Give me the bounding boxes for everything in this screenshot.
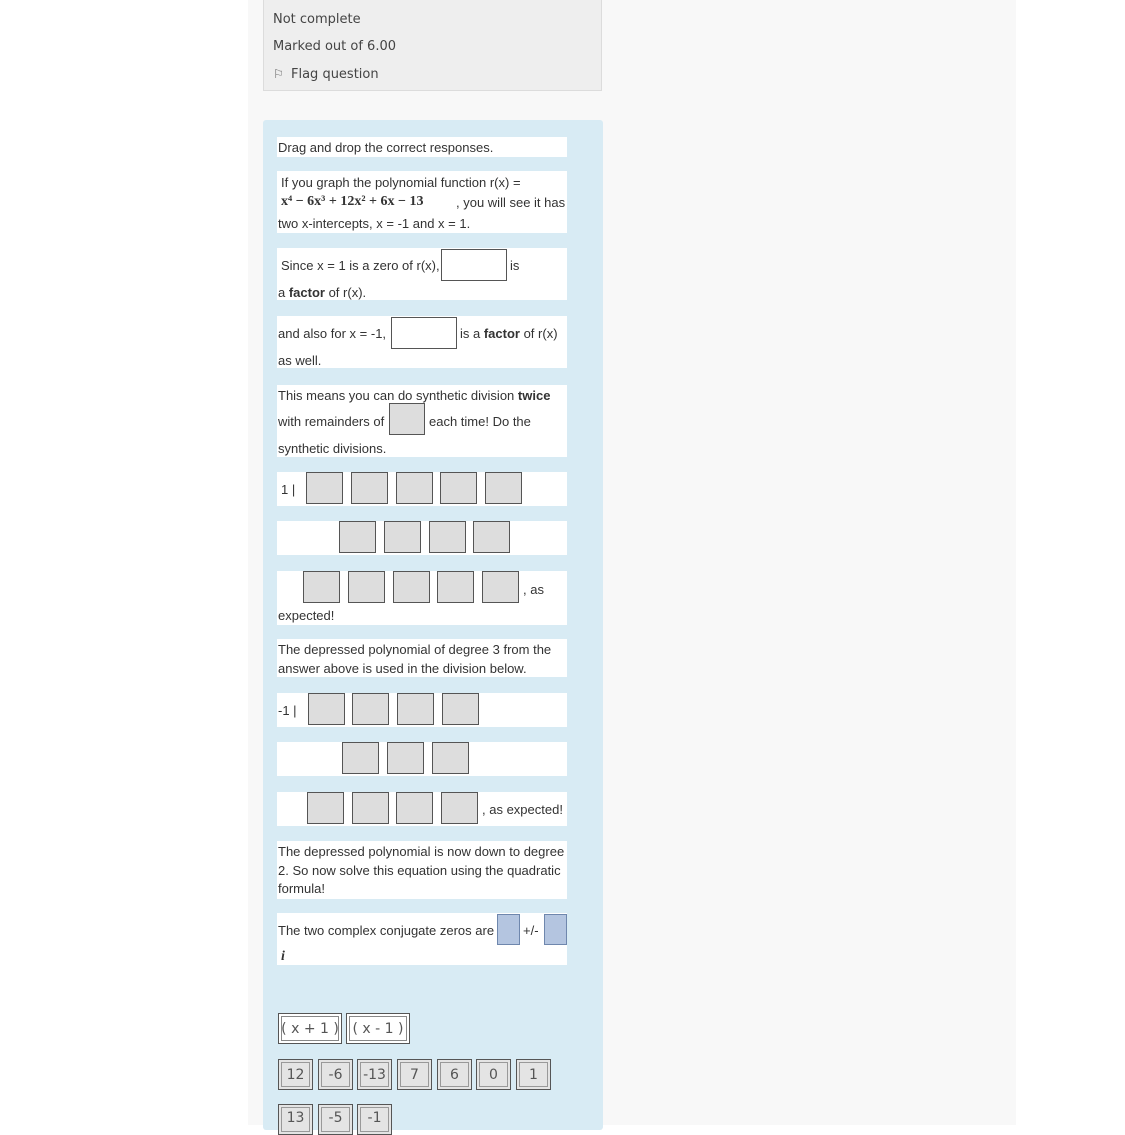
division1-result-drop-1[interactable]: [303, 571, 340, 603]
number-option-0[interactable]: [476, 1059, 511, 1090]
division1-result-drop-4[interactable]: [437, 571, 474, 603]
division1-result-drop-5[interactable]: [482, 571, 519, 603]
synthetic-statement-line2: with remainders of: [278, 414, 385, 429]
polynomial-expression: x⁴ − 6x³ + 12x² + 6x − 13: [281, 194, 424, 209]
factor-option-label: ( x + 1 ): [281, 1020, 339, 1037]
number-option-label: 1: [529, 1066, 538, 1083]
division1-coefficient-drop-2[interactable]: [351, 472, 388, 504]
number-option-neg6[interactable]: [318, 1059, 353, 1090]
number-option-6[interactable]: [437, 1059, 472, 1090]
division1-coefficient-drop-1[interactable]: [306, 472, 343, 504]
number-option-label: -5: [328, 1110, 343, 1126]
division2-result-drop-3[interactable]: [396, 792, 433, 824]
number-option-7[interactable]: [397, 1059, 432, 1090]
imaginary-unit: i: [281, 949, 285, 964]
number-option-label: 7: [410, 1066, 419, 1083]
question-marks: Marked out of 6.00: [273, 39, 397, 54]
number-option-neg5[interactable]: [318, 1104, 353, 1135]
division1-products-panel: [277, 521, 567, 555]
division1-result-drop-2[interactable]: [348, 571, 385, 603]
synthetic-line1-bold: twice: [517, 388, 551, 403]
division2-product-drop-3[interactable]: [432, 742, 469, 774]
division1-product-drop-2[interactable]: [384, 521, 421, 553]
also-statement-line2: as well.: [278, 353, 322, 368]
flag-icon: ⚐: [273, 67, 284, 81]
division1-coefficient-drop-4[interactable]: [440, 472, 477, 504]
plus-minus-text: +/-: [523, 923, 539, 938]
since-line2-bold: factor: [288, 285, 325, 300]
since-statement-panel: [277, 248, 567, 300]
division1-coefficient-drop-3[interactable]: [396, 472, 433, 504]
division1-result-suffix: , as: [523, 582, 544, 597]
division2-coefficient-drop-1[interactable]: [308, 693, 345, 725]
quadratic-statement-panel: [277, 841, 567, 899]
division2-product-drop-2[interactable]: [387, 742, 424, 774]
division2-result-drop-4[interactable]: [441, 792, 478, 824]
since-line2-pre: a: [278, 285, 289, 300]
quadratic-statement-line1: The depressed polynomial is now down to degree: [278, 844, 565, 859]
since-statement-text: Since x = 1 is a zero of r(x),: [281, 258, 440, 273]
number-option-neg13[interactable]: [357, 1059, 392, 1090]
question-status: Not complete: [273, 12, 361, 27]
synthetic-line1-pre: This means you can do synthetic division: [278, 388, 518, 403]
division1-coefficient-drop-5[interactable]: [485, 472, 522, 504]
number-option-12[interactable]: [278, 1059, 313, 1090]
number-option-1[interactable]: [516, 1059, 551, 1090]
number-option-13[interactable]: [278, 1104, 313, 1135]
since-statement-is: is: [510, 258, 520, 273]
division1-result-line2: expected!: [278, 608, 335, 623]
number-option-neg1[interactable]: [357, 1104, 392, 1135]
zeros-statement-panel: [277, 913, 567, 965]
division1-product-drop-1[interactable]: [339, 521, 376, 553]
imaginary-part-drop-zone[interactable]: [544, 914, 567, 945]
number-option-label: 6: [450, 1066, 459, 1083]
graph-statement-line1: If you graph the polynomial function r(x) =: [281, 175, 521, 190]
flag-question-link[interactable]: [273, 67, 379, 82]
quadratic-statement-line2: 2. So now solve this equation using the quadratic: [278, 863, 561, 878]
graph-statement-panel: [277, 171, 567, 233]
division2-result-drop-2[interactable]: [352, 792, 389, 824]
quadratic-statement-line3: formula!: [278, 881, 325, 896]
since-line2-post: of r(x).: [324, 285, 367, 300]
graph-statement-line2: , you will see it has: [456, 195, 566, 210]
division2-product-drop-1[interactable]: [342, 742, 379, 774]
also-statement-text: and also for x = -1,: [278, 326, 387, 341]
division2-divisor: -1 |: [278, 703, 297, 718]
division2-coefficient-drop-4[interactable]: [442, 693, 479, 725]
also-factor-bold: factor: [483, 326, 520, 341]
also-factor-pre: is a: [460, 326, 484, 341]
depressed-statement-line2: answer above is used in the division below.: [278, 661, 527, 676]
synthetic-statement-line2b: each time! Do the: [429, 414, 531, 429]
number-option-label: -6: [328, 1066, 343, 1083]
instruction-panel: [277, 137, 567, 157]
since-statement-line2: [278, 285, 366, 300]
instruction-text: Drag and drop the correct responses.: [278, 140, 494, 155]
factor-option-label: ( x - 1 ): [352, 1020, 404, 1037]
division2-coefficient-drop-3[interactable]: [397, 693, 434, 725]
division1-divisor: 1 |: [281, 482, 296, 497]
division2-result-suffix: , as expected!: [482, 802, 563, 817]
real-part-drop-zone[interactable]: [497, 914, 520, 945]
factor-option-x-plus-1[interactable]: [278, 1013, 342, 1044]
factor-option-x-minus-1[interactable]: [346, 1013, 410, 1044]
graph-statement-line3: two x-intercepts, x = -1 and x = 1.: [278, 216, 471, 231]
division1-result-drop-3[interactable]: [393, 571, 430, 603]
division2-result-drop-1[interactable]: [307, 792, 344, 824]
division2-coefficient-drop-2[interactable]: [352, 693, 389, 725]
factor-drop-zone-1[interactable]: [441, 249, 507, 281]
number-option-label: -13: [363, 1066, 386, 1083]
flag-question-label: Flag question: [291, 67, 379, 82]
also-statement-factor: [460, 326, 558, 341]
synthetic-statement-line3: synthetic divisions.: [278, 441, 387, 456]
number-option-label: 0: [489, 1066, 498, 1083]
synthetic-statement-line1: [278, 388, 550, 403]
depressed-statement-panel: [277, 639, 567, 677]
number-option-label: 12: [286, 1066, 305, 1083]
division1-product-drop-3[interactable]: [429, 521, 466, 553]
number-option-label: 13: [286, 1110, 305, 1126]
also-factor-post: of r(x): [519, 326, 558, 341]
depressed-statement-line1: The depressed polynomial of degree 3 from the: [278, 642, 552, 657]
division1-product-drop-4[interactable]: [473, 521, 510, 553]
number-option-label: -1: [367, 1110, 382, 1126]
remainder-drop-zone[interactable]: [389, 403, 425, 435]
factor-drop-zone-2[interactable]: [391, 317, 457, 349]
question-info: [263, 0, 602, 91]
zeros-statement-text: The two complex conjugate zeros are: [278, 923, 495, 938]
